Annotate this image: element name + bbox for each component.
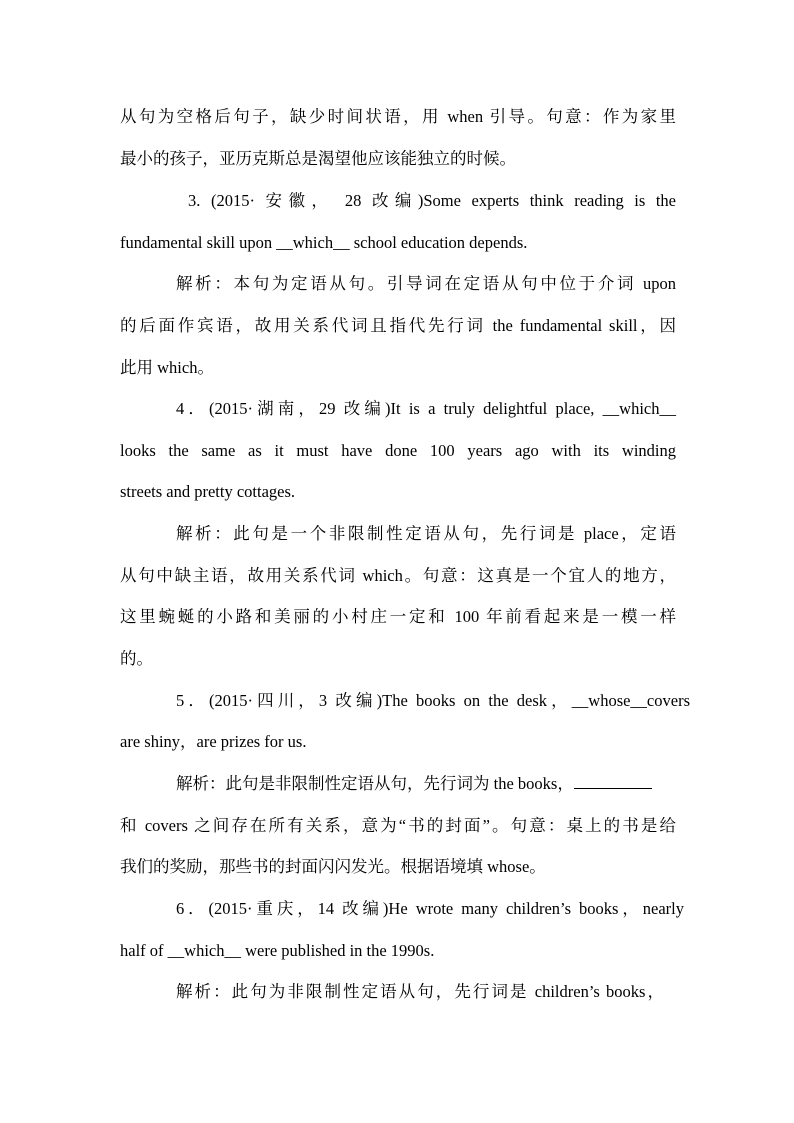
text-line: 这里蜿蜒的小路和美丽的小村庄一定和 100 年前看起来是一模一样 (120, 607, 676, 626)
analysis-line: 解析：此句为非限制性定语从句，先行词是 children’s books， (176, 982, 664, 1001)
text-line: streets and pretty cottages. (120, 482, 296, 501)
question-5-line: 5．(2015·四川，3 改编)The books on the desk，__whose__covers (176, 691, 690, 710)
analysis-text: 解析：此句是非限制性定语从句，先行词为 the books， (176, 774, 574, 793)
text-line: 此用 which。 (120, 358, 214, 377)
text-line: are shiny，are prizes for us. (120, 732, 307, 751)
question-3-line: 3. (2015· 安徽， 28 改编)Some experts think reading is the (188, 191, 676, 210)
blank-underline (574, 774, 652, 789)
text-line: 从句为空格后句子，缺少时间状语，用 when 引导。句意：作为家里 (120, 107, 676, 126)
question-6-line: 6．(2015·重庆，14 改编)He wrote many children’s books，nearly (176, 899, 684, 918)
analysis-line (176, 773, 696, 795)
analysis-line: 解析：本句为定语从句。引导词在定语从句中位于介词 upon (176, 274, 676, 293)
question-4-line: 4．(2015·湖南，29 改编)It is a truly delightful place, __which__ (176, 399, 676, 418)
analysis-line: 解析：此句是一个非限制性定语从句，先行词是 place，定语 (176, 524, 676, 543)
text-line: 的后面作宾语，故用关系代词且指代先行词 the fundamental skill，因 (120, 316, 676, 335)
text-line: half of __which__ were published in the 1990s. (120, 941, 435, 960)
text-line: 我们的奖励，那些书的封面闪闪发光。根据语境填 whose。 (120, 857, 546, 876)
text-line: 最小的孩子，亚历克斯总是渴望他应该能独立的时候。 (120, 149, 516, 168)
text-line: looks the same as it must have done 100 years ago with its winding (120, 441, 676, 460)
text-line: 和 covers 之间存在所有关系，意为“书的封面”。句意：桌上的书是给 (120, 816, 676, 835)
text-line: 从句中缺主语，故用关系代词 which。句意：这真是一个宜人的地方， (120, 566, 676, 585)
text-line: 的。 (120, 649, 153, 668)
text-line: fundamental skill upon __which__ school education depends. (120, 233, 528, 252)
